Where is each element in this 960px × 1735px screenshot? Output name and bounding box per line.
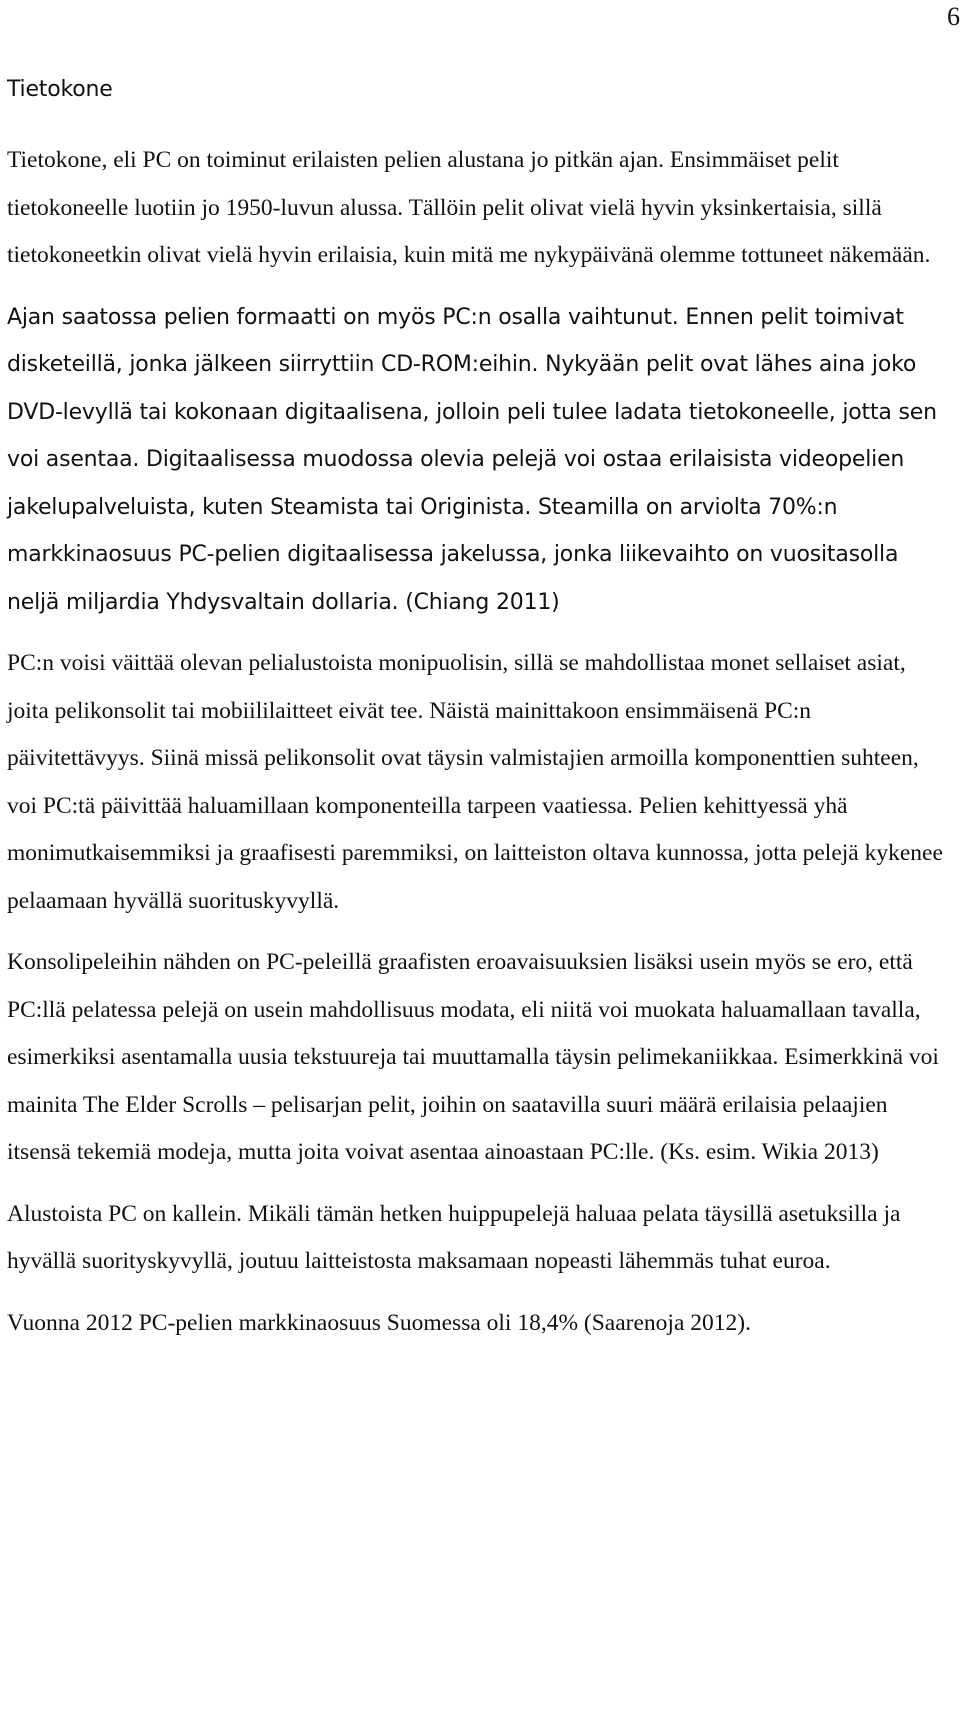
page-number: 6: [947, 2, 960, 31]
paragraph-cost: Alustoista PC on kallein. Mikäli tämän hetken huippupelejä haluaa pelata täysillä asetuksilla ja hyvällä suorityskyvyllä, joutuu laitteistosta maksamaan nopeasti lähemmäs tuhat euroa.: [7, 1200, 901, 1274]
paragraph-market-share: Vuonna 2012 PC-pelien markkinaosuus Suomessa oli 18,4% (Saarenoja 2012).: [7, 1309, 751, 1336]
document-body: [7, 75, 952, 1347]
section-heading: Tietokone: [7, 77, 113, 102]
paragraph-modding: Konsolipeleihin nähden on PC-peleillä graafisten eroavaisuuksien lisäksi usein myös se ero, että PC:llä pelatessa pelejä on usein mahdollisuus modata, eli niitä voi muokata haluamallaan tavalla, esimerkiksi asentamalla uusia tekstuureja tai muuttamalla täysin pelimekaniikkaa. Esimerkkinä voi mainita The Elder Scrolls – pelisarjan pelit, joihin on saatavilla suuri määrä erilaisia pelaajien itsensä tekemiä modeja, mutta joita voivat asentaa ainoastaan PC:lle. (Ks. esim. Wikia 2013): [7, 949, 939, 1165]
paragraph-versatility: PC:n voisi väittää olevan pelialustoista monipuolisin, sillä se mahdollistaa monet sellaiset asiat, joita pelikonsolit tai mobiililaitteet eivät tee. Näistä mainittakoon ensimmäisenä PC:n päivitettävyys. Siinä missä pelikonsolit ovat täysin valmistajien armoilla komponenttien suhteen, voi PC:tä päivittää haluamillaan komponenteilla tarpeen vaatiessa. Pelien kehittyessä yhä monimutkaisemmiksi ja graafisesti paremmiksi, on laitteiston oltava kunnossa, jotta pelejä kykenee pelaamaan hyvällä suorituskyvyllä.: [7, 650, 943, 914]
paragraph-intro: Tietokone, eli PC on toiminut erilaisten pelien alustana jo pitkän ajan. Ensimmäiset pelit tietokoneelle luotiin jo 1950-luvun alussa. Tällöin pelit olivat vielä hyvin yksinkertaisia, sillä tietokoneetkin olivat vielä hyvin erilaisia, kuin mitä me nykypäivänä olemme tottuneet näkemään.: [7, 147, 931, 268]
paragraph-formats: Ajan saatossa pelien formaatti on myös PC:n osalla vaihtunut. Ennen pelit toimivat disketeillä, jonka jälkeen siirryttiin CD-ROM:eihin. Nykyään pelit ovat lähes aina joko DVD-levyllä tai kokonaan digitaalisena, jolloin peli tulee ladata tietokoneelle, jotta sen voi asentaa. Digitaalisessa muodossa olevia pelejä voi ostaa erilaisista videopelien jakelupalveluista, kuten Steamista tai Originista. Steamilla on arviolta 70%:n markkinaosuus PC-pelien digitaalisessa jakelussa, jonka liikevaihto on vuositasolla neljä miljardia Yhdysvaltain dollaria. (Chiang 2011): [7, 304, 937, 615]
